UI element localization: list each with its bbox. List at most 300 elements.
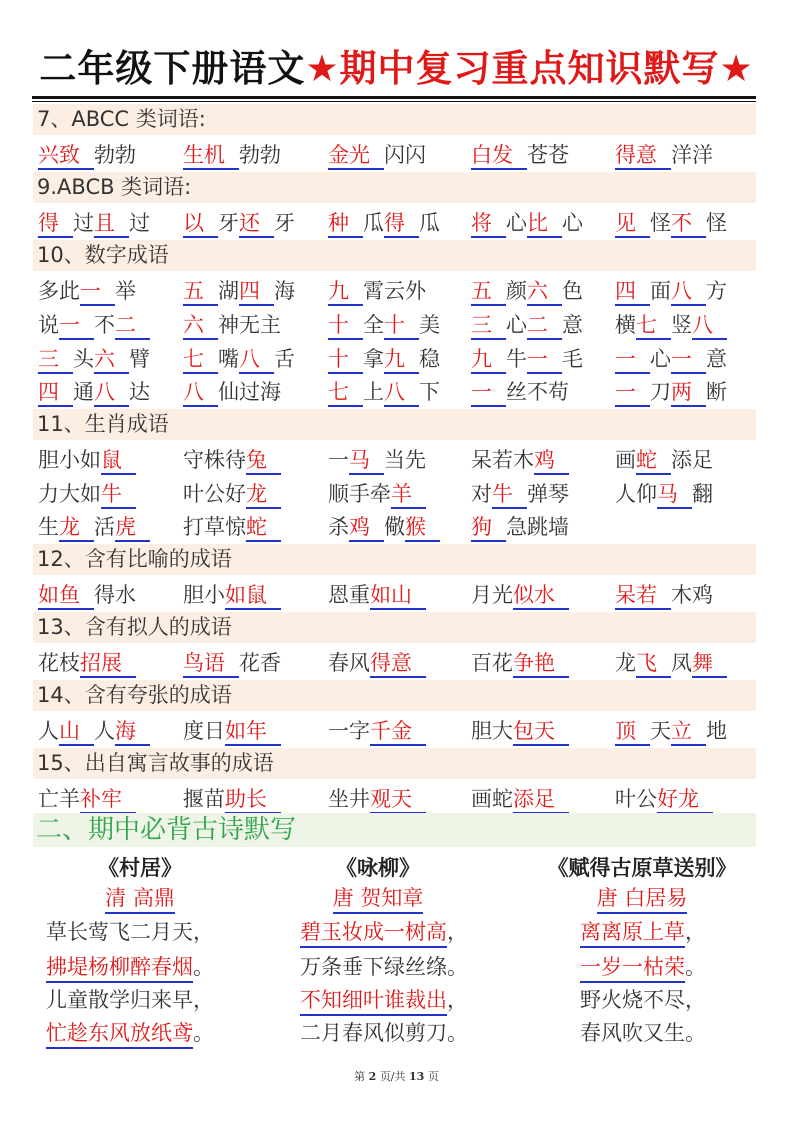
idiom	[328, 510, 440, 544]
answer-blank: 生机	[183, 142, 239, 170]
idiom-text: 胆大	[471, 719, 513, 743]
answer-blank: 飞	[636, 650, 671, 678]
idiom	[471, 138, 569, 172]
answer-blank: 好龙	[657, 786, 713, 814]
poem-line	[46, 1018, 214, 1049]
idiom	[38, 646, 136, 680]
poem-text: 野火烧不尽，	[580, 988, 706, 1012]
answer-blank: 虎	[115, 514, 150, 542]
poem-line	[580, 1018, 706, 1048]
poem-author: 唐 白居易	[597, 884, 688, 914]
answer-blank: 得	[384, 210, 419, 238]
idiom-text: 神无主	[218, 313, 281, 337]
idiom-text: 舌	[274, 347, 295, 371]
idiom-row	[38, 308, 756, 342]
answer-blank: 如鱼	[38, 582, 94, 610]
idiom-text: 得水	[94, 583, 136, 607]
idiom	[328, 578, 426, 612]
idiom-text: 色	[562, 279, 583, 303]
poem-answer: 不知细叶谁裁出	[300, 986, 447, 1016]
answer-blank: 争艳	[513, 650, 569, 678]
poem-answer: 一岁一枯荣	[580, 953, 685, 983]
answer-blank: 且	[94, 210, 129, 238]
idiom-text: 百花	[471, 651, 513, 675]
title-rule-bottom	[32, 101, 756, 102]
punctuation: ，	[447, 988, 468, 1012]
idiom-text: 生	[38, 515, 59, 539]
footer-total: 13	[409, 1070, 425, 1083]
answer-blank: 招展	[80, 650, 136, 678]
answer-blank: 四	[38, 379, 73, 407]
footer-pre: 第	[354, 1070, 366, 1083]
poem-answer: 离离原上草	[580, 918, 685, 948]
idiom-text: 方	[706, 279, 727, 303]
idiom-text: 洋洋	[671, 143, 713, 167]
title-rule-top	[32, 96, 756, 99]
idiom-text: 呆若木	[471, 448, 534, 472]
answer-blank: 补牢	[80, 786, 136, 814]
idiom-text: 地	[706, 719, 727, 743]
idiom-text: 意	[562, 313, 583, 337]
answer-blank: 见	[615, 210, 650, 238]
answer-blank: 包天	[513, 718, 569, 746]
answer-blank: 鼠	[101, 447, 136, 475]
idiom	[38, 714, 150, 748]
answer-blank: 八	[94, 379, 129, 407]
poem-line	[580, 952, 706, 983]
idiom-text: 稳	[419, 347, 440, 371]
answer-blank: 一	[615, 379, 650, 407]
idiom	[38, 477, 136, 511]
idiom-text: 当先	[384, 448, 426, 472]
poem-line	[300, 985, 468, 1016]
poem-line	[580, 985, 706, 1015]
idiom	[328, 714, 426, 748]
idiom	[471, 375, 569, 409]
idiom-text: 龙	[615, 651, 636, 675]
idiom	[328, 782, 426, 816]
answer-blank: 助长	[225, 786, 281, 814]
idiom-row	[38, 342, 756, 376]
idiom-text: 人仰	[615, 482, 657, 506]
idiom-text: 面	[650, 279, 671, 303]
answer-blank: 六	[527, 278, 562, 306]
idiom	[615, 443, 713, 477]
idiom-text: 急跳墙	[506, 515, 569, 539]
idiom	[38, 375, 150, 409]
idiom	[471, 714, 569, 748]
answer-blank: 牛	[101, 481, 136, 509]
idiom-text: 活	[94, 515, 115, 539]
idiom-text: 画蛇	[471, 787, 513, 811]
idiom-text: 揠苗	[183, 787, 225, 811]
answer-blank: 得	[38, 210, 73, 238]
idiom-text: 凤	[671, 651, 692, 675]
idiom	[471, 477, 569, 511]
answer-blank: 十	[328, 312, 363, 340]
idiom	[183, 510, 281, 544]
idiom	[183, 375, 281, 409]
idiom-text: 月光	[471, 583, 513, 607]
idiom	[615, 714, 727, 748]
idiom	[471, 308, 583, 342]
idiom-text: 牙	[218, 211, 239, 235]
idiom-text: 心	[650, 347, 671, 371]
idiom	[183, 274, 295, 308]
idiom-text: 牛	[506, 347, 527, 371]
answer-blank: 山	[59, 718, 94, 746]
idiom-row	[38, 782, 756, 816]
idiom-text: 打草惊	[183, 515, 246, 539]
answer-blank: 鸡	[349, 514, 384, 542]
answer-blank: 二	[527, 312, 562, 340]
punctuation: 。	[685, 955, 706, 979]
idiom-text: 过	[73, 211, 94, 235]
idiom	[38, 274, 136, 308]
idiom-text: 花枝	[38, 651, 80, 675]
answer-blank: 七	[636, 312, 671, 340]
answer-blank: 八	[692, 312, 727, 340]
poem-text: 草长莺飞二月天，	[46, 920, 214, 944]
idiom-text: 叶公	[615, 787, 657, 811]
section-heading: 15、出自寓言故事的成语	[33, 748, 756, 779]
poem-title: 《咏柳》	[336, 856, 420, 880]
answer-blank: 白发	[471, 142, 527, 170]
idiom	[328, 342, 440, 376]
idiom-text: 意	[706, 347, 727, 371]
idiom	[615, 308, 727, 342]
idiom-row	[38, 274, 756, 308]
answer-blank: 一	[80, 278, 115, 306]
answer-blank: 观天	[370, 786, 426, 814]
idiom	[615, 375, 727, 409]
answer-blank: 得意	[370, 650, 426, 678]
answer-blank: 四	[239, 278, 274, 306]
answer-blank: 一	[671, 346, 706, 374]
idiom-text: 臂	[129, 347, 150, 371]
answer-blank: 千金	[370, 718, 426, 746]
punctuation: 。	[193, 955, 214, 979]
idiom	[328, 646, 426, 680]
poem-line	[46, 985, 214, 1015]
answer-blank: 不	[671, 210, 706, 238]
section-heading: 14、含有夸张的成语	[33, 680, 756, 711]
idiom-text: 仙过海	[218, 380, 281, 404]
idiom-text: 闪闪	[384, 143, 426, 167]
answer-blank: 八	[183, 379, 218, 407]
idiom	[38, 308, 150, 342]
idiom	[615, 782, 713, 816]
answer-blank: 八	[384, 379, 419, 407]
idiom-text: 顺手牵	[328, 482, 391, 506]
idiom	[38, 782, 136, 816]
idiom-text: 说	[38, 313, 59, 337]
idiom-text: 杀	[328, 515, 349, 539]
idiom-text: 下	[419, 380, 440, 404]
section-heading: 9.ABCB 类词语:	[33, 172, 756, 203]
answer-blank: 七	[183, 346, 218, 374]
footer-page: 2	[368, 1070, 377, 1083]
idiom	[183, 714, 281, 748]
poem-text: 儿童散学归来早，	[46, 988, 214, 1012]
idiom-text: 心	[562, 211, 583, 235]
punctuation: ，	[447, 920, 468, 944]
idiom-text: 霄云外	[363, 279, 426, 303]
poem-answer: 碧玉妆成一树高	[300, 918, 447, 948]
idiom-text: 叶公好	[183, 482, 246, 506]
idiom-text: 嘴	[218, 347, 239, 371]
answer-blank: 马	[349, 447, 384, 475]
poem-line	[300, 952, 468, 982]
idiom	[615, 477, 713, 511]
answer-blank: 十	[328, 346, 363, 374]
answer-blank: 牛	[492, 481, 527, 509]
idiom-text: 拿	[363, 347, 384, 371]
idiom-text: 毛	[562, 347, 583, 371]
idiom	[615, 206, 727, 240]
idiom-text: 苍苍	[527, 143, 569, 167]
idiom	[38, 206, 150, 240]
poem-text: 春风吹又生。	[580, 1021, 706, 1045]
idiom	[471, 342, 583, 376]
poem-line	[300, 1018, 468, 1048]
answer-blank: 猴	[405, 514, 440, 542]
poem-text: 二月春风似剪刀。	[300, 1021, 468, 1045]
poem-line	[580, 917, 706, 948]
idiom-row	[38, 138, 756, 172]
idiom	[38, 578, 136, 612]
idiom-text: 横	[615, 313, 636, 337]
idiom	[471, 510, 569, 544]
idiom	[471, 782, 569, 816]
idiom	[328, 443, 426, 477]
answer-blank: 五	[183, 278, 218, 306]
idiom-text: 瓜	[363, 211, 384, 235]
idiom	[38, 342, 150, 376]
answer-blank: 舞	[692, 650, 727, 678]
idiom-row	[38, 206, 756, 240]
answer-blank: 一	[59, 312, 94, 340]
answer-blank: 狗	[471, 514, 506, 542]
idiom-text: 一字	[328, 719, 370, 743]
idiom-row	[38, 646, 756, 680]
idiom-text: 湖	[218, 279, 239, 303]
idiom-text: 人	[94, 719, 115, 743]
punctuation: 。	[193, 1021, 214, 1045]
poem-text: 万条垂下绿丝绦。	[300, 955, 468, 979]
idiom	[615, 646, 727, 680]
idiom-text: 度日	[183, 719, 225, 743]
idiom	[328, 308, 440, 342]
idiom	[183, 477, 281, 511]
poems-heading: 二、期中必背古诗默写	[33, 813, 756, 847]
answer-blank: 六	[183, 312, 218, 340]
idiom-text: 胆小如	[38, 448, 101, 472]
poem-line	[300, 917, 468, 948]
idiom	[328, 375, 440, 409]
answer-blank: 三	[38, 346, 73, 374]
idiom-text: 头	[73, 347, 94, 371]
idiom-text: 天	[650, 719, 671, 743]
idiom-text: 春风	[328, 651, 370, 675]
answer-blank: 三	[471, 312, 506, 340]
idiom-text: 海	[274, 279, 295, 303]
answer-blank: 七	[328, 379, 363, 407]
section-heading: 12、含有比喻的成语	[33, 544, 756, 575]
title-grade: 二年级下册语文	[39, 47, 306, 90]
footer-post: 页	[427, 1070, 439, 1083]
poem-author: 唐 贺知章	[333, 884, 424, 914]
idiom	[38, 138, 136, 172]
idiom-row	[38, 510, 756, 544]
answer-blank: 兴致	[38, 142, 94, 170]
answer-blank: 马	[657, 481, 692, 509]
answer-blank: 八	[239, 346, 274, 374]
answer-blank: 得意	[615, 142, 671, 170]
idiom-text: 亡羊	[38, 787, 80, 811]
idiom-text: 牙	[274, 211, 295, 235]
idiom-text: 全	[363, 313, 384, 337]
idiom-text: 勃勃	[94, 143, 136, 167]
idiom-text: 儆	[384, 515, 405, 539]
poem-title: 《村居》	[98, 856, 182, 880]
idiom-text: 一	[328, 448, 349, 472]
idiom	[183, 138, 281, 172]
idiom-text: 举	[115, 279, 136, 303]
idiom-text: 木鸡	[671, 583, 713, 607]
answer-blank: 海	[115, 718, 150, 746]
idiom	[615, 578, 713, 612]
idiom	[471, 578, 569, 612]
idiom-text: 恩重	[328, 583, 370, 607]
idiom-text: 对	[471, 482, 492, 506]
idiom	[183, 646, 281, 680]
idiom	[183, 782, 281, 816]
section-heading: 11、生肖成语	[33, 409, 756, 440]
idiom-text: 力大如	[38, 482, 101, 506]
poem-answer: 忙趁东风放纸鸢	[46, 1019, 193, 1049]
answer-blank: 鸡	[534, 447, 569, 475]
idiom	[183, 443, 281, 477]
punctuation: ，	[685, 920, 706, 944]
poem-author: 清 高鼎	[105, 884, 175, 914]
answer-blank: 立	[671, 718, 706, 746]
footer-mid: 页/共	[379, 1070, 406, 1083]
section-heading: 7、ABCC 类词语:	[33, 104, 756, 135]
idiom-text: 守株待	[183, 448, 246, 472]
answer-blank: 如鼠	[225, 582, 281, 610]
idiom-text: 勃勃	[239, 143, 281, 167]
answer-blank: 蛇	[636, 447, 671, 475]
answer-blank: 九	[471, 346, 506, 374]
idiom	[183, 578, 281, 612]
answer-blank: 八	[671, 278, 706, 306]
idiom-text: 丝不苟	[506, 380, 569, 404]
answer-blank: 十	[384, 312, 419, 340]
answer-blank: 比	[527, 210, 562, 238]
idiom	[471, 274, 583, 308]
answer-blank: 添足	[513, 786, 569, 814]
answer-blank: 兔	[246, 447, 281, 475]
idiom-text: 多此	[38, 279, 80, 303]
idiom	[615, 138, 713, 172]
answer-blank: 九	[384, 346, 419, 374]
idiom	[328, 477, 426, 511]
answer-blank: 种	[328, 210, 363, 238]
idiom	[183, 308, 281, 342]
idiom-text: 花香	[239, 651, 281, 675]
answer-blank: 九	[328, 278, 363, 306]
answer-blank: 如山	[370, 582, 426, 610]
idiom-text: 美	[419, 313, 440, 337]
idiom-text: 通	[73, 380, 94, 404]
answer-blank: 呆若	[615, 582, 671, 610]
answer-blank: 金光	[328, 142, 384, 170]
idiom-text: 胆小	[183, 583, 225, 607]
idiom-text: 翻	[692, 482, 713, 506]
page-title	[0, 40, 793, 98]
idiom-text: 刀	[650, 380, 671, 404]
poem-line	[46, 952, 214, 983]
idiom-text: 过	[129, 211, 150, 235]
answer-blank: 鸟语	[183, 650, 239, 678]
answer-blank: 以	[183, 210, 218, 238]
poem-line	[46, 917, 214, 947]
page-footer	[0, 1068, 793, 1084]
idiom-text: 心	[506, 313, 527, 337]
idiom-row	[38, 443, 756, 477]
idiom	[328, 274, 426, 308]
idiom-text: 画	[615, 448, 636, 472]
idiom-text: 人	[38, 719, 59, 743]
idiom	[38, 510, 150, 544]
answer-blank: 羊	[391, 481, 426, 509]
answer-blank: 龙	[59, 514, 94, 542]
idiom-text: 颜	[506, 279, 527, 303]
answer-blank: 六	[94, 346, 129, 374]
answer-blank: 一	[615, 346, 650, 374]
answer-blank: 龙	[246, 481, 281, 509]
idiom	[183, 342, 295, 376]
idiom-row	[38, 714, 756, 748]
idiom	[471, 646, 569, 680]
idiom	[471, 206, 583, 240]
idiom	[328, 206, 440, 240]
answer-blank: 顶	[615, 718, 650, 746]
idiom-text: 弹琴	[527, 482, 569, 506]
idiom-row	[38, 375, 756, 409]
answer-blank: 如年	[225, 718, 281, 746]
idiom-row	[38, 477, 756, 511]
idiom-row	[38, 578, 756, 612]
idiom-text: 上	[363, 380, 384, 404]
section-heading: 13、含有拟人的成语	[33, 612, 756, 643]
section-heading: 10、数字成语	[33, 240, 756, 271]
idiom	[183, 206, 295, 240]
idiom	[471, 443, 569, 477]
title-topic: ★期中复习重点知识默写★	[305, 47, 754, 90]
idiom-text: 竖	[671, 313, 692, 337]
answer-blank: 二	[115, 312, 150, 340]
idiom	[328, 138, 426, 172]
answer-blank: 还	[239, 210, 274, 238]
idiom-text: 瓜	[419, 211, 440, 235]
idiom-text: 不	[94, 313, 115, 337]
answer-blank: 四	[615, 278, 650, 306]
idiom	[615, 342, 727, 376]
idiom	[38, 443, 136, 477]
answer-blank: 将	[471, 210, 506, 238]
